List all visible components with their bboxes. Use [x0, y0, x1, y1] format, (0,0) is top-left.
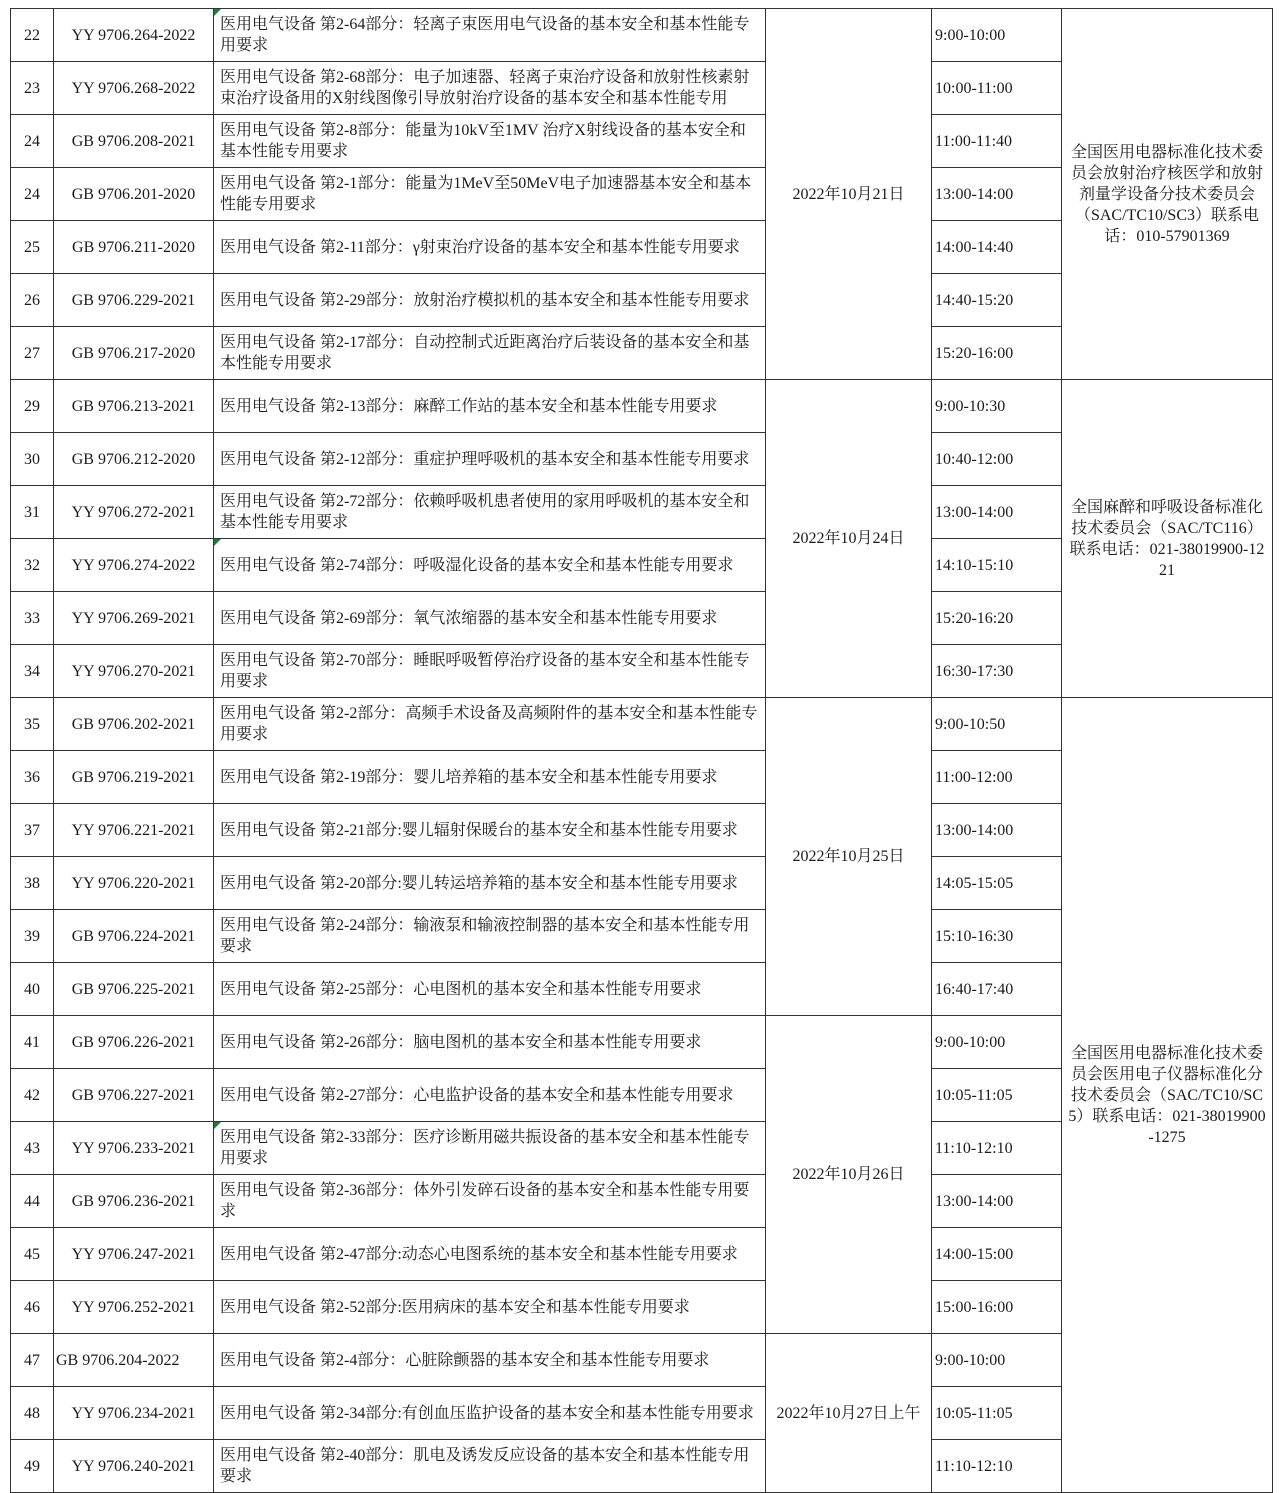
standard-code-cell: YY 9706.252-2021 — [54, 1281, 214, 1334]
table-row — [11, 9, 1273, 62]
description-text: 医用电气设备 第2-27部分：心电监护设备的基本安全和基本性能专用要求 — [220, 1086, 734, 1104]
row-number-cell: 49 — [11, 1440, 54, 1493]
description-cell — [214, 274, 766, 327]
row-number-cell: 25 — [11, 221, 54, 274]
time-cell: 9:00-10:00 — [932, 1334, 1062, 1387]
standard-code-cell: GB 9706.212-2020 — [54, 433, 214, 486]
date-cell: 2022年10月25日 — [766, 698, 932, 1016]
date-cell: 2022年10月21日 — [766, 9, 932, 380]
description-cell — [214, 910, 766, 963]
row-number-cell: 47 — [11, 1334, 54, 1387]
description-text: 医用电气设备 第2-20部分:婴儿转运培养箱的基本安全和基本性能专用要求 — [220, 874, 738, 892]
time-cell: 9:00-10:50 — [932, 698, 1062, 751]
comment-flag-icon — [214, 9, 221, 16]
schedule-table-body — [11, 9, 1273, 1493]
time-cell: 15:20-16:20 — [932, 592, 1062, 645]
description-cell — [214, 221, 766, 274]
row-number-cell: 27 — [11, 327, 54, 380]
standard-code-cell: GB 9706.208-2021 — [54, 115, 214, 168]
description-cell — [214, 1281, 766, 1334]
description-cell — [214, 1440, 766, 1493]
description-text: 医用电气设备 第2-26部分：脑电图机的基本安全和基本性能专用要求 — [220, 1033, 702, 1051]
description-cell — [214, 698, 766, 751]
row-number-cell: 30 — [11, 433, 54, 486]
description-cell — [214, 1228, 766, 1281]
description-text: 医用电气设备 第2-8部分：能量为10kV至1MV 治疗X射线设备的基本安全和基本性能专用要求 — [220, 122, 746, 160]
description-text: 医用电气设备 第2-24部分：输液泵和输液控制器的基本安全和基本性能专用要求 — [220, 917, 750, 955]
row-number-cell: 22 — [11, 9, 54, 62]
time-cell: 11:10-12:10 — [932, 1122, 1062, 1175]
standard-code-cell: GB 9706.224-2021 — [54, 910, 214, 963]
description-text: 医用电气设备 第2-19部分：婴儿培养箱的基本安全和基本性能专用要求 — [220, 768, 718, 786]
date-cell: 2022年10月24日 — [766, 380, 932, 698]
row-number-cell: 48 — [11, 1387, 54, 1440]
time-cell: 13:00-14:00 — [932, 168, 1062, 221]
description-cell — [214, 486, 766, 539]
time-cell: 14:00-14:40 — [932, 221, 1062, 274]
row-number-cell: 34 — [11, 645, 54, 698]
time-cell: 11:00-12:00 — [932, 751, 1062, 804]
standard-code-cell: GB 9706.211-2020 — [54, 221, 214, 274]
row-number-cell: 43 — [11, 1122, 54, 1175]
description-text: 医用电气设备 第2-34部分:有创血压监护设备的基本安全和基本性能专用要求 — [220, 1404, 754, 1422]
description-text: 医用电气设备 第2-29部分：放射治疗模拟机的基本安全和基本性能专用要求 — [220, 291, 750, 309]
standard-code-cell: GB 9706.227-2021 — [54, 1069, 214, 1122]
standard-code-cell: GB 9706.229-2021 — [54, 274, 214, 327]
standard-code-cell: GB 9706.226-2021 — [54, 1016, 214, 1069]
description-cell — [214, 168, 766, 221]
description-text: 医用电气设备 第2-21部分:婴儿辐射保暖台的基本安全和基本性能专用要求 — [220, 821, 738, 839]
standard-code-cell: YY 9706.272-2021 — [54, 486, 214, 539]
row-number-cell: 38 — [11, 857, 54, 910]
time-cell: 10:05-11:05 — [932, 1069, 1062, 1122]
standard-code-cell: YY 9706.234-2021 — [54, 1387, 214, 1440]
description-text: 医用电气设备 第2-72部分：依赖呼吸机患者使用的家用呼吸机的基本安全和基本性能专用要求 — [220, 493, 750, 531]
standard-code-cell: GB 9706.201-2020 — [54, 168, 214, 221]
time-cell: 10:40-12:00 — [932, 433, 1062, 486]
time-cell: 16:40-17:40 — [932, 963, 1062, 1016]
description-cell — [214, 1175, 766, 1228]
row-number-cell: 33 — [11, 592, 54, 645]
description-cell — [214, 751, 766, 804]
standard-code-cell: YY 9706.220-2021 — [54, 857, 214, 910]
description-text: 医用电气设备 第2-36部分：体外引发碎石设备的基本安全和基本性能专用要求 — [220, 1182, 750, 1220]
row-number-cell: 32 — [11, 539, 54, 592]
time-cell: 15:00-16:00 — [932, 1281, 1062, 1334]
row-number-cell: 36 — [11, 751, 54, 804]
row-number-cell: 29 — [11, 380, 54, 433]
standard-code-cell: YY 9706.274-2022 — [54, 539, 214, 592]
standard-code-cell: YY 9706.247-2021 — [54, 1228, 214, 1281]
time-cell: 15:20-16:00 — [932, 327, 1062, 380]
description-text: 医用电气设备 第2-52部分:医用病床的基本安全和基本性能专用要求 — [220, 1298, 690, 1316]
description-cell — [214, 1387, 766, 1440]
standard-code-cell: GB 9706.204-2022 — [54, 1334, 214, 1387]
description-text: 医用电气设备 第2-2部分：高频手术设备及高频附件的基本安全和基本性能专用要求 — [220, 705, 758, 743]
description-cell — [214, 804, 766, 857]
standard-code-cell: YY 9706.221-2021 — [54, 804, 214, 857]
row-number-cell: 41 — [11, 1016, 54, 1069]
description-cell — [214, 62, 766, 115]
description-text: 医用电气设备 第2-1部分：能量为1MeV至50MeV电子加速器基本安全和基本性能专用要求 — [220, 175, 752, 213]
description-cell — [214, 1069, 766, 1122]
description-cell — [214, 1334, 766, 1387]
row-number-cell: 40 — [11, 963, 54, 1016]
time-cell: 9:00-10:30 — [932, 380, 1062, 433]
time-cell: 13:00-14:00 — [932, 1175, 1062, 1228]
time-cell: 11:00-11:40 — [932, 115, 1062, 168]
description-text: 医用电气设备 第2-4部分：心脏除颤器的基本安全和基本性能专用要求 — [220, 1351, 710, 1369]
description-cell — [214, 857, 766, 910]
description-text: 医用电气设备 第2-68部分：电子加速器、轻离子束治疗设备和放射性核素射束治疗设备用的X射线图像引导放射治疗设备的基本安全和基本性能专用 — [220, 69, 750, 107]
description-cell — [214, 380, 766, 433]
row-number-cell: 31 — [11, 486, 54, 539]
standard-code-cell: YY 9706.269-2021 — [54, 592, 214, 645]
time-cell: 11:10-12:10 — [932, 1440, 1062, 1493]
comment-flag-icon — [214, 1122, 221, 1129]
description-text: 医用电气设备 第2-69部分：氧气浓缩器的基本安全和基本性能专用要求 — [220, 609, 718, 627]
standard-code-cell: YY 9706.264-2022 — [54, 9, 214, 62]
row-number-cell: 23 — [11, 62, 54, 115]
description-cell — [214, 1122, 766, 1175]
standard-code-cell: YY 9706.270-2021 — [54, 645, 214, 698]
description-cell — [214, 645, 766, 698]
standard-code-cell: GB 9706.213-2021 — [54, 380, 214, 433]
row-number-cell: 44 — [11, 1175, 54, 1228]
row-number-cell: 24 — [11, 168, 54, 221]
description-text: 医用电气设备 第2-12部分：重症护理呼吸机的基本安全和基本性能专用要求 — [220, 450, 750, 468]
time-cell: 14:05-15:05 — [932, 857, 1062, 910]
standard-code-cell: GB 9706.236-2021 — [54, 1175, 214, 1228]
table-row — [11, 380, 1273, 433]
time-cell: 14:40-15:20 — [932, 274, 1062, 327]
description-text: 医用电气设备 第2-70部分：睡眠呼吸暂停治疗设备的基本安全和基本性能专用要求 — [220, 652, 750, 690]
standard-code-cell: GB 9706.225-2021 — [54, 963, 214, 1016]
description-text: 医用电气设备 第2-17部分：自动控制式近距离治疗后装设备的基本安全和基本性能专用要求 — [220, 334, 750, 372]
description-cell — [214, 1016, 766, 1069]
time-cell: 16:30-17:30 — [932, 645, 1062, 698]
table-row — [11, 698, 1273, 751]
contact-cell: 全国麻醉和呼吸设备标准化技术委员会（SAC/TC116）联系电话：021-38019900-1221 — [1062, 380, 1273, 698]
row-number-cell: 46 — [11, 1281, 54, 1334]
description-cell — [214, 592, 766, 645]
description-text: 医用电气设备 第2-13部分：麻醉工作站的基本安全和基本性能专用要求 — [220, 397, 718, 415]
comment-flag-icon — [214, 539, 221, 546]
description-text: 医用电气设备 第2-47部分:动态心电图系统的基本安全和基本性能专用要求 — [220, 1245, 738, 1263]
row-number-cell: 42 — [11, 1069, 54, 1122]
row-number-cell: 37 — [11, 804, 54, 857]
description-cell — [214, 433, 766, 486]
row-number-cell: 24 — [11, 115, 54, 168]
standard-code-cell: GB 9706.219-2021 — [54, 751, 214, 804]
standard-code-cell: YY 9706.268-2022 — [54, 62, 214, 115]
description-text: 医用电气设备 第2-40部分：肌电及诱发反应设备的基本安全和基本性能专用要求 — [220, 1447, 750, 1485]
time-cell: 10:05-11:05 — [932, 1387, 1062, 1440]
row-number-cell: 35 — [11, 698, 54, 751]
row-number-cell: 45 — [11, 1228, 54, 1281]
time-cell: 14:10-15:10 — [932, 539, 1062, 592]
standard-code-cell: YY 9706.233-2021 — [54, 1122, 214, 1175]
row-number-cell: 26 — [11, 274, 54, 327]
time-cell: 10:00-11:00 — [932, 62, 1062, 115]
description-text: 医用电气设备 第2-64部分：轻离子束医用电气设备的基本安全和基本性能专用要求 — [220, 16, 750, 54]
description-cell — [214, 327, 766, 380]
date-cell: 2022年10月26日 — [766, 1016, 932, 1334]
description-text: 医用电气设备 第2-25部分：心电图机的基本安全和基本性能专用要求 — [220, 980, 702, 998]
description-cell — [214, 9, 766, 62]
date-cell: 2022年10月27日上午 — [766, 1334, 932, 1493]
time-cell: 9:00-10:00 — [932, 1016, 1062, 1069]
description-cell — [214, 115, 766, 168]
time-cell: 14:00-15:00 — [932, 1228, 1062, 1281]
time-cell: 9:00-10:00 — [932, 9, 1062, 62]
description-text: 医用电气设备 第2-11部分：γ射束治疗设备的基本安全和基本性能专用要求 — [220, 238, 740, 256]
contact-cell: 全国医用电器标准化技术委员会医用电子仪器标准化分技术委员会（SAC/TC10/SC5）联系电话：021-38019900-1275 — [1062, 698, 1273, 1493]
standard-code-cell: GB 9706.217-2020 — [54, 327, 214, 380]
description-text: 医用电气设备 第2-74部分：呼吸湿化设备的基本安全和基本性能专用要求 — [220, 556, 734, 574]
time-cell: 13:00-14:00 — [932, 804, 1062, 857]
row-number-cell: 39 — [11, 910, 54, 963]
standard-code-cell: YY 9706.240-2021 — [54, 1440, 214, 1493]
description-text: 医用电气设备 第2-33部分：医疗诊断用磁共振设备的基本安全和基本性能专用要求 — [220, 1129, 750, 1167]
schedule-table — [10, 8, 1273, 1493]
description-cell — [214, 539, 766, 592]
standard-code-cell: GB 9706.202-2021 — [54, 698, 214, 751]
time-cell: 15:10-16:30 — [932, 910, 1062, 963]
description-cell — [214, 963, 766, 1016]
contact-cell: 全国医用电器标准化技术委员会放射治疗核医学和放射剂量学设备分技术委员会（SAC/TC10/SC3）联系电话：010-57901369 — [1062, 9, 1273, 380]
time-cell: 13:00-14:00 — [932, 486, 1062, 539]
